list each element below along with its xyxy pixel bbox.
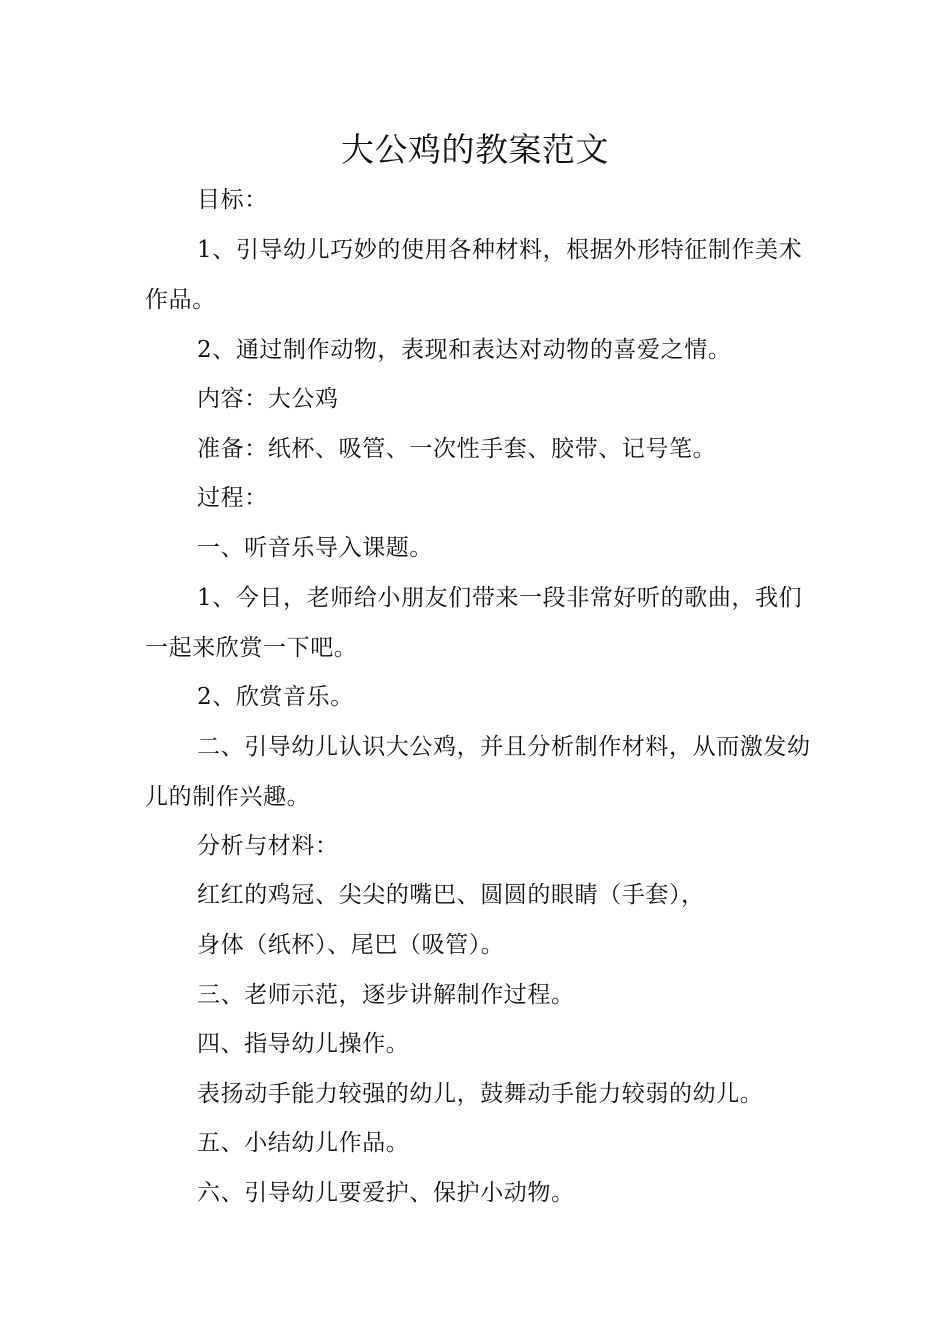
paragraph-content: 内容：大公鸡	[197, 386, 339, 412]
paragraph-step-4: 四、指导幼儿操作。	[197, 1031, 410, 1057]
paragraph-step-1: 一、听音乐导入课题。	[197, 535, 433, 561]
paragraph-goal-heading: 目标：	[197, 187, 268, 213]
paragraph-process-heading: 过程：	[197, 485, 268, 511]
paragraph-analysis-heading: 分析与材料：	[197, 833, 339, 859]
paragraph-step-6: 六、引导幼儿要爱护、保护小动物。	[197, 1180, 575, 1206]
paragraph-goal-1: 1、引导幼儿巧妙的使用各种材料，根据外形特征制作美术作品。	[145, 237, 803, 313]
paragraph-analysis-1: 红红的鸡冠、尖尖的嘴巴、圆圆的眼睛（手套），	[197, 882, 705, 908]
paragraph-step-1-1: 1、今日，老师给小朋友们带来一段非常好听的歌曲，我们一起来欣赏一下吧。	[145, 585, 803, 661]
document-title: 大公鸡的教案范文	[341, 130, 609, 169]
paragraph-step-3: 三、老师示范，逐步讲解制作过程。	[197, 982, 575, 1008]
paragraph-analysis-2: 身体（纸杯）、尾巴（吸管）。	[197, 932, 505, 958]
paragraph-goal-2: 2、通过制作动物，表现和表达对动物的喜爱之情。	[197, 337, 732, 363]
paragraph-step-1-2: 2、欣赏音乐。	[197, 684, 354, 710]
paragraph-step-2: 二、引导幼儿认识大公鸡，并且分析制作材料，从而激发幼儿的制作兴趣。	[145, 734, 811, 810]
paragraph-step-5: 五、小结幼儿作品。	[197, 1130, 410, 1156]
paragraph-preparation: 准备：纸杯、吸管、一次性手套、胶带、记号笔。	[197, 436, 717, 462]
paragraph-step-4-detail: 表扬动手能力较强的幼儿，鼓舞动手能力较弱的幼儿。	[197, 1081, 764, 1107]
